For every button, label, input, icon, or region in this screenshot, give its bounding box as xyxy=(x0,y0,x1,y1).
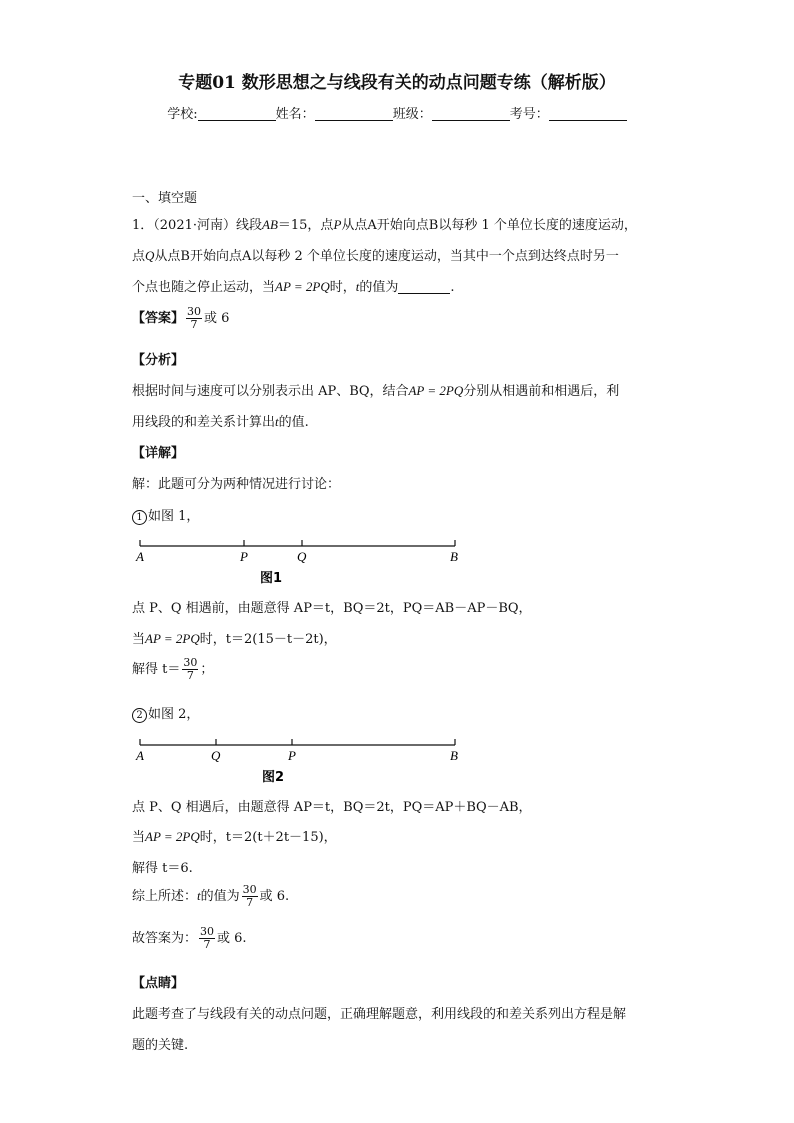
case-1-line-1: 点 P、Q 相遇前，由题意得 AP＝t，BQ＝2t，PQ＝AB－AP－BQ， xyxy=(132,601,532,616)
circled-2-icon: 2 xyxy=(132,708,147,723)
figure-1-caption: 图1 xyxy=(260,571,283,586)
summary-line: 综上所述：t的值为 $\frac{30}{7}$ 或 6. xyxy=(132,883,290,910)
case-2-line-2: 当AP = 2PQ时，t＝2(t＋2t－15)， xyxy=(132,829,337,845)
section-heading: 一、填空题 xyxy=(132,191,198,206)
answer-blank[interactable] xyxy=(398,279,450,294)
case-1-line-2: 当AP = 2PQ时，t＝2(15－t－2t)， xyxy=(132,631,337,647)
class-blank[interactable] xyxy=(432,106,510,121)
comment-line-2: 题的关键. xyxy=(132,1038,189,1053)
figure-1 xyxy=(130,536,470,588)
answer-fraction: $\frac{30}{7}$ xyxy=(187,305,202,332)
label-a: A xyxy=(136,549,144,564)
final-answer-line: 故答案为： $\frac{30}{7}$ 或 6. xyxy=(132,925,247,952)
detail-label: 【详解】 xyxy=(132,446,185,461)
case-1-heading: 1 如图 1， xyxy=(132,505,199,525)
fraction-30-7: $\frac{30}{7}$ xyxy=(200,925,215,952)
fraction-30-7: $\frac{30}{7}$ xyxy=(242,883,257,910)
figure-2 xyxy=(130,735,470,787)
analysis-line-1: 根据时间与速度可以分别表示出 AP、BQ，结合AP = 2PQ分别从相遇前和相遇后，利 xyxy=(132,383,620,399)
answer-line: 【答案】 $\frac{30}{7}$ 或 6 xyxy=(132,305,230,332)
circled-1-icon: 1 xyxy=(132,510,147,525)
case-1-result: 解得 t＝ $\frac{30}{7}$ ； xyxy=(132,656,214,683)
detail-intro: 解：此题可分为两种情况进行讨论： xyxy=(132,477,341,492)
comment-line-1: 此题考查了与线段有关的动点问题，正确理解题意，利用线段的和差关系列出方程是解 xyxy=(132,1007,627,1022)
analysis-line-2: 用线段的和差关系计算出t的值. xyxy=(132,414,309,430)
label-p: P xyxy=(240,549,248,564)
label-b: B xyxy=(450,748,458,763)
number-label: 考号： xyxy=(509,107,549,122)
case-2-heading: 2 如图 2， xyxy=(132,703,199,723)
answer-label: 【答案】 xyxy=(132,311,185,327)
school-blank[interactable] xyxy=(198,106,276,121)
figure-2-caption: 图2 xyxy=(262,770,285,785)
class-label: 班级： xyxy=(392,107,432,122)
question-line-2: 点Q从点B开始向点A以每秒 2 个单位长度的速度运动，当其中一个点到达终点时另一 xyxy=(132,248,619,264)
name-label: 姓名： xyxy=(275,107,315,122)
comment-label: 【点睛】 xyxy=(132,976,185,991)
name-blank[interactable] xyxy=(315,106,393,121)
label-b: B xyxy=(450,549,458,564)
label-q: Q xyxy=(211,748,221,763)
question-line-1: 1．（2021·河南）线段AB＝15，点P从点A开始向点B以每秒 1 个单位长度的速度运动， xyxy=(132,217,637,233)
student-info-line xyxy=(0,103,794,122)
label-p: P xyxy=(288,748,296,763)
fraction-30-7: $\frac{30}{7}$ xyxy=(183,656,198,683)
school-label: 学校: xyxy=(167,107,198,122)
case-2-line-1: 点 P、Q 相遇后，由题意得 AP＝t，BQ＝2t，PQ＝AP＋BQ－AB， xyxy=(132,800,532,815)
question-line-3: 个点也随之停止运动，当AP = 2PQ时，t的值为 . xyxy=(132,279,455,295)
page-title: 专题01 数形思想之与线段有关的动点问题专练（解析版） xyxy=(178,73,616,93)
number-blank[interactable] xyxy=(549,106,627,121)
label-a: A xyxy=(136,748,144,763)
case-2-result: 解得 t＝6. xyxy=(132,861,193,876)
label-q: Q xyxy=(297,549,307,564)
analysis-label: 【分析】 xyxy=(132,353,185,368)
